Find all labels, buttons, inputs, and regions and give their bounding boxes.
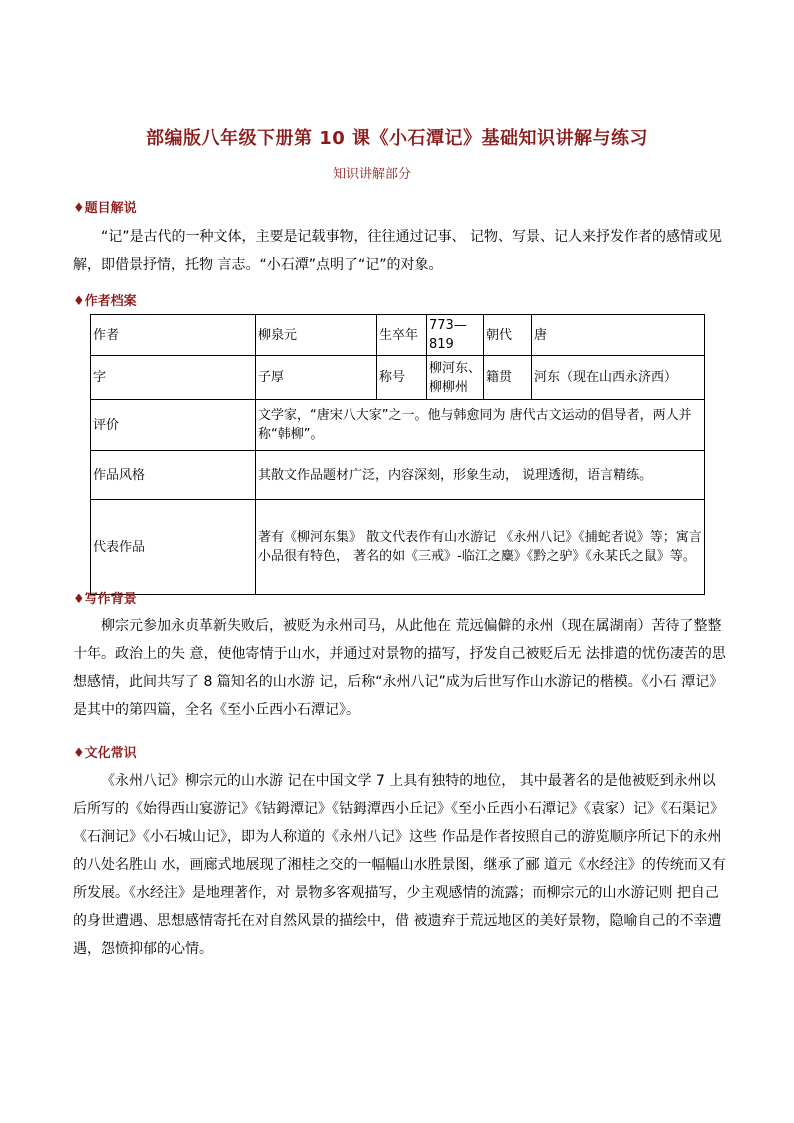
table-row (91, 451, 705, 500)
section-heading-culture: ♦文化常识 (73, 746, 137, 761)
table-cell-works: 著有《柳河东集》 散文代表作有山水游记 《永州八记》《捕蛇者说》等；寓言小品很有特色， 著名的如《三戒》-临江之麋》《黔之驴》《永某氏之鼠》等。 (256, 500, 705, 595)
table-cell-years: 773—819 (427, 315, 484, 356)
document-title: 部编版八年级下册第 10 课《小石潭记》基础知识讲解与练习 (145, 128, 649, 149)
author-info-table (90, 314, 705, 595)
section-heading-background: ♦写作背景 (73, 592, 137, 607)
table-cell-label: 代表作品 (91, 500, 256, 595)
table-cell-style: 其散文作品题材广泛，内容深刻，形象生动， 说理透彻，语言精练。 (256, 451, 705, 500)
table-cell-label: 作品风格 (91, 451, 256, 500)
table-row (91, 315, 705, 356)
table-row (91, 356, 705, 400)
table-cell-author: 柳泉元 (256, 315, 377, 356)
table-cell-label: 称号 (377, 356, 427, 400)
table-cell-dynasty: 唐 (532, 315, 705, 356)
table-cell-label: 作者 (91, 315, 256, 356)
section-heading-topic: ♦题目解说 (73, 201, 137, 216)
section-text-topic: “记”是古代的一种文体，主要是记载事物，往往通过记事、 记物、写景、记人来抒发作者的感情或见解，即借景抒情，托物 言志。“小石潭”点明了“记”的对象。 (73, 229, 722, 273)
section-text-background: 柳宗元参加永贞革新失败后，被贬为永州司马，从此他在 荒远偏僻的永州（现在属湖南）苦待了整整十年。政治上的失 意，使他寄情于山水，并通过对景物的描写，抒发自己被贬后无 法排遣的忧伤凄苦的思想感情，此间共写了 8 篇知名的山水游 记，后称“永州八记”成为后世写作山水游记的楷模。《小石 潭记》是其中的第四篇，全名《至小丘西小石潭记》。 (73, 618, 726, 718)
table-cell-origin: 河东（现在山西永济西） (532, 356, 705, 400)
table-cell-zi: 子厚 (256, 356, 377, 400)
table-cell-label: 字 (91, 356, 256, 400)
table-cell-label: 朝代 (484, 315, 532, 356)
table-cell-label: 评价 (91, 400, 256, 451)
document-subtitle: 知识讲解部分 (332, 167, 411, 182)
table-cell-hao: 柳河东、柳柳州 (427, 356, 484, 400)
table-cell-evaluation: 文学家，“唐宋八大家”之一。他与韩愈同为 唐代古文运动的倡导者，两人并称“韩柳”。 (256, 400, 705, 451)
table-cell-label: 生卒年 (377, 315, 427, 356)
section-heading-author: ♦作者档案 (73, 294, 137, 309)
section-text-culture: 《永州八记》柳宗元的山水游 记在中国文学 7 上具有独特的地位， 其中最著名的是他被贬到永州以后所写的《始得西山宴游记》《钴鉧潭记》《钴鉧潭西小丘记》《至小丘西小石潭记》《袁家）记》《石渠记》《石涧记》《小石城山记》，即为人称道的《永州八记》这些 作品是作者按照自己的游览顺序所记下的永州的八处名胜山 水，画廊式地展现了湘桂之交的一幅幅山水胜景图，继承了郦 道元《水经注》的传统而又有所发展。《水经注》是地理著作，对 景物多客观描写，少主观感情的流露；而柳宗元的山水游记则 把自己的身世遭遇、思想感情寄托在对自然风景的描绘中，借 被遗弃于荒远地区的美好景物，隐喻自己的不幸遭遇，怨愤抑郁的心情。 (73, 773, 726, 957)
table-row (91, 400, 705, 451)
table-cell-label: 籍贯 (484, 356, 532, 400)
table-row (91, 500, 705, 595)
